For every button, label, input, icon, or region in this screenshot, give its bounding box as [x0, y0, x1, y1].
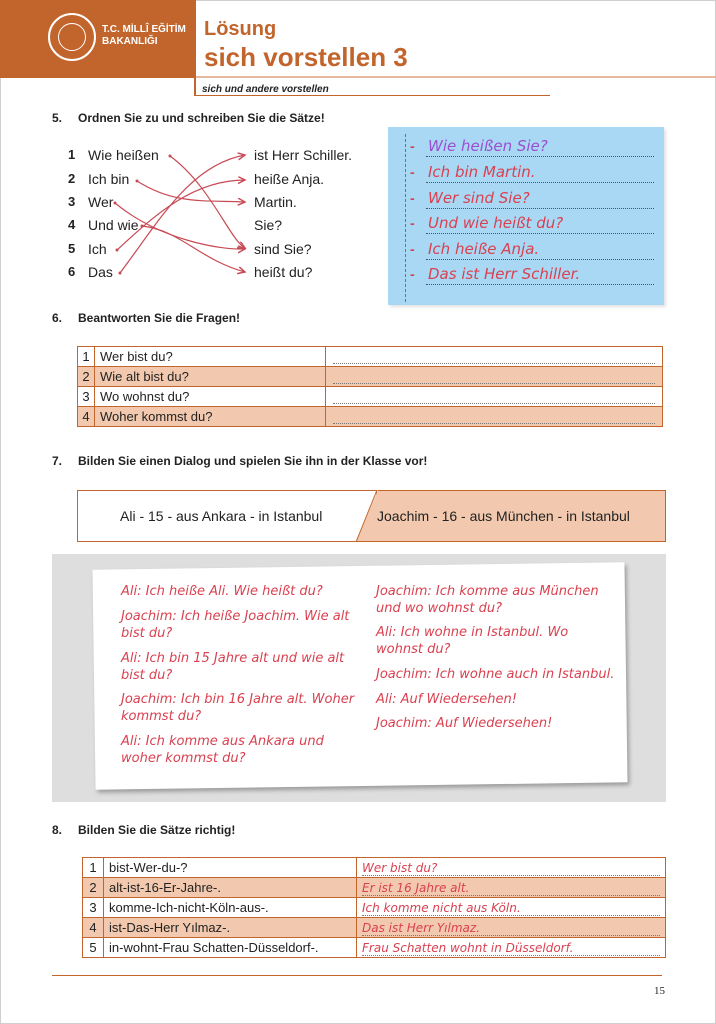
note-bullet: - — [410, 164, 415, 180]
ex8-number: 8. — [52, 823, 63, 837]
row-number: 3 — [83, 898, 104, 918]
ex7-box-divider — [355, 490, 379, 542]
ex5-item-number: 2 — [68, 171, 76, 186]
ministry-name-line2: BAKANLIĞI — [102, 36, 158, 47]
answer-cell[interactable] — [357, 858, 666, 878]
row-number: 4 — [78, 407, 95, 427]
answer-text: Das ist Herr Yılmaz. — [362, 920, 481, 935]
ex5-right-phrase: heiße Anja. — [254, 171, 325, 187]
table-row — [83, 938, 666, 958]
row-number: 2 — [83, 878, 104, 898]
ex7-left-box-text: Ali - 15 - aus Ankara - in Istanbul — [120, 508, 323, 524]
ex6-number: 6. — [52, 311, 63, 325]
ex7-right-box-text: Joachim - 16 - aus München - in Istanbul — [377, 508, 630, 524]
scrambled-sentence-cell: in-wohnt-Frau Schatten-Düsseldorf-. — [104, 938, 357, 958]
note-bullet: - — [410, 138, 415, 154]
dialog-line-ali-column: kommst du? — [121, 709, 202, 724]
ex5-number: 5. — [52, 111, 63, 125]
ex5-answer-sentence: Ich bin Martin. — [428, 163, 536, 181]
row-number: 2 — [78, 367, 95, 387]
ex5-instruction: Ordnen Sie zu und schreiben Sie die Sätze! — [78, 111, 325, 125]
note-bullet: - — [410, 190, 415, 206]
row-number: 5 — [83, 938, 104, 958]
dialog-line-joachim-column: Joachim: Auf Wiedersehen! — [376, 716, 553, 731]
ex6-instruction: Beantworten Sie die Fragen! — [78, 311, 241, 325]
answer-cell[interactable] — [357, 938, 666, 958]
scrambled-sentence-cell: komme-Ich-nicht-Köln-aus-. — [104, 898, 357, 918]
ex5-item-number: 1 — [68, 147, 76, 162]
dialog-line-ali-column: bist du? — [121, 626, 173, 641]
ex5-answer-sentence: Ich heiße Anja. — [428, 240, 540, 258]
ex8-table — [82, 857, 666, 958]
row-number: 1 — [83, 858, 104, 878]
question-cell: Wo wohnst du? — [95, 387, 326, 407]
dialog-line-ali-column: Ali: Ich heiße Ali. Wie heißt du? — [121, 584, 323, 599]
ex5-item-number: 5 — [68, 241, 76, 256]
answer-text: Frau Schatten wohnt in Düsseldorf. — [362, 940, 574, 955]
dialog-line-joachim-column: Ali: Ich wohne in Istanbul. Wo — [376, 625, 569, 640]
ex5-answer-sentence: Das ist Herr Schiller. — [428, 265, 581, 283]
dialog-line-joachim-column: Joachim: Ich komme aus München — [376, 584, 599, 599]
ex5-left-phrase: Und wie — [88, 217, 139, 233]
ex5-answer-sentence: Und wie heißt du? — [428, 214, 564, 232]
table-row — [83, 878, 666, 898]
answer-cell[interactable] — [357, 898, 666, 918]
header-title-big: sich vorstellen 3 — [204, 42, 408, 72]
note-dotted-line — [426, 156, 654, 157]
dialog-line-ali-column: Joachim: Ich bin 16 Jahre alt. Woher — [121, 692, 355, 707]
table-row — [78, 367, 663, 387]
note-bullet: - — [410, 241, 415, 257]
dialog-line-ali-column: Ali: Ich bin 15 Jahre alt und wie alt — [121, 651, 345, 666]
dialog-line-ali-column: bist du? — [121, 668, 173, 683]
ministry-name-line1: T.C. MİLLÎ EĞİTİM — [102, 24, 186, 35]
ex5-item-number: 6 — [68, 264, 76, 279]
ex5-item-number: 4 — [68, 217, 76, 232]
ex5-right-phrase: Martin. — [254, 194, 297, 210]
row-number: 3 — [78, 387, 95, 407]
dialog-line-ali-column: Ali: Ich komme aus Ankara und — [121, 734, 324, 749]
table-row — [83, 898, 666, 918]
table-row — [83, 918, 666, 938]
dialog-line-joachim-column: wohnst du? — [376, 642, 451, 657]
ex7-number: 7. — [52, 454, 63, 468]
note-dotted-line — [426, 208, 654, 209]
dialog-line-joachim-column: Ali: Auf Wiedersehen! — [376, 692, 517, 707]
answer-field[interactable] — [326, 387, 663, 407]
scrambled-sentence-cell: ist-Das-Herr Yılmaz-. — [104, 918, 357, 938]
ex5-left-phrase: Das — [88, 264, 113, 280]
note-dotted-line — [426, 233, 654, 234]
dialog-line-joachim-column: Joachim: Ich wohne auch in Istanbul. — [376, 667, 615, 682]
answer-cell[interactable] — [357, 878, 666, 898]
footer-line — [52, 975, 662, 976]
answer-field[interactable] — [326, 367, 663, 387]
table-row — [78, 387, 663, 407]
row-number: 4 — [83, 918, 104, 938]
table-row — [78, 347, 663, 367]
question-cell: Wie alt bist du? — [95, 367, 326, 387]
answer-field[interactable] — [326, 407, 663, 427]
answer-cell[interactable] — [357, 918, 666, 938]
note-dotted-line — [426, 182, 654, 183]
dialog-line-joachim-column: und wo wohnst du? — [376, 601, 503, 616]
table-row — [83, 858, 666, 878]
question-cell: Wer bist du? — [95, 347, 326, 367]
ex5-right-phrase: ist Herr Schiller. — [254, 147, 353, 163]
ex5-right-phrase: Sie? — [254, 217, 283, 233]
header-subtitle: sich und andere vorstellen — [202, 84, 329, 95]
answer-text: Ich komme nicht aus Köln. — [362, 900, 521, 915]
answer-text: Er ist 16 Jahre alt. — [362, 880, 470, 895]
ex6-table — [77, 346, 663, 427]
question-cell: Woher kommst du? — [95, 407, 326, 427]
note-dotted-line — [426, 259, 654, 260]
row-number: 1 — [78, 347, 95, 367]
ex7-instruction: Bilden Sie einen Dialog und spielen Sie ihn in der Klasse vor! — [78, 454, 428, 468]
ex8-instruction: Bilden Sie die Sätze richtig! — [78, 823, 236, 837]
scrambled-sentence-cell: bist-Wer-du-? — [104, 858, 357, 878]
ex5-left-phrase: Wie heißen — [88, 147, 159, 163]
answer-text: Wer bist du? — [362, 860, 438, 875]
ex5-item-number: 3 — [68, 194, 76, 209]
ex5-left-phrase: Ich bin — [88, 171, 130, 187]
page-number: 15 — [654, 985, 665, 997]
answer-field[interactable] — [326, 347, 663, 367]
note-bullet: - — [410, 215, 415, 231]
header-title-small: Lösung — [204, 18, 277, 40]
table-row — [78, 407, 663, 427]
note-dotted-line — [426, 284, 654, 285]
scrambled-sentence-cell: alt-ist-16-Er-Jahre-. — [104, 878, 357, 898]
note-bullet: - — [410, 266, 415, 282]
ex5-right-phrase: heißt du? — [254, 264, 313, 280]
dialog-line-ali-column: woher kommst du? — [121, 751, 246, 766]
note-margin-line — [405, 134, 406, 302]
ex5-answer-sentence: Wer sind Sie? — [428, 189, 530, 207]
ex5-right-phrase: sind Sie? — [254, 241, 312, 257]
ex5-answer-sentence: Wie heißen Sie? — [428, 137, 548, 155]
ex5-left-phrase: Wer — [88, 194, 114, 210]
dialog-line-ali-column: Joachim: Ich heiße Joachim. Wie alt — [121, 609, 350, 624]
ex5-left-phrase: Ich — [88, 241, 107, 257]
